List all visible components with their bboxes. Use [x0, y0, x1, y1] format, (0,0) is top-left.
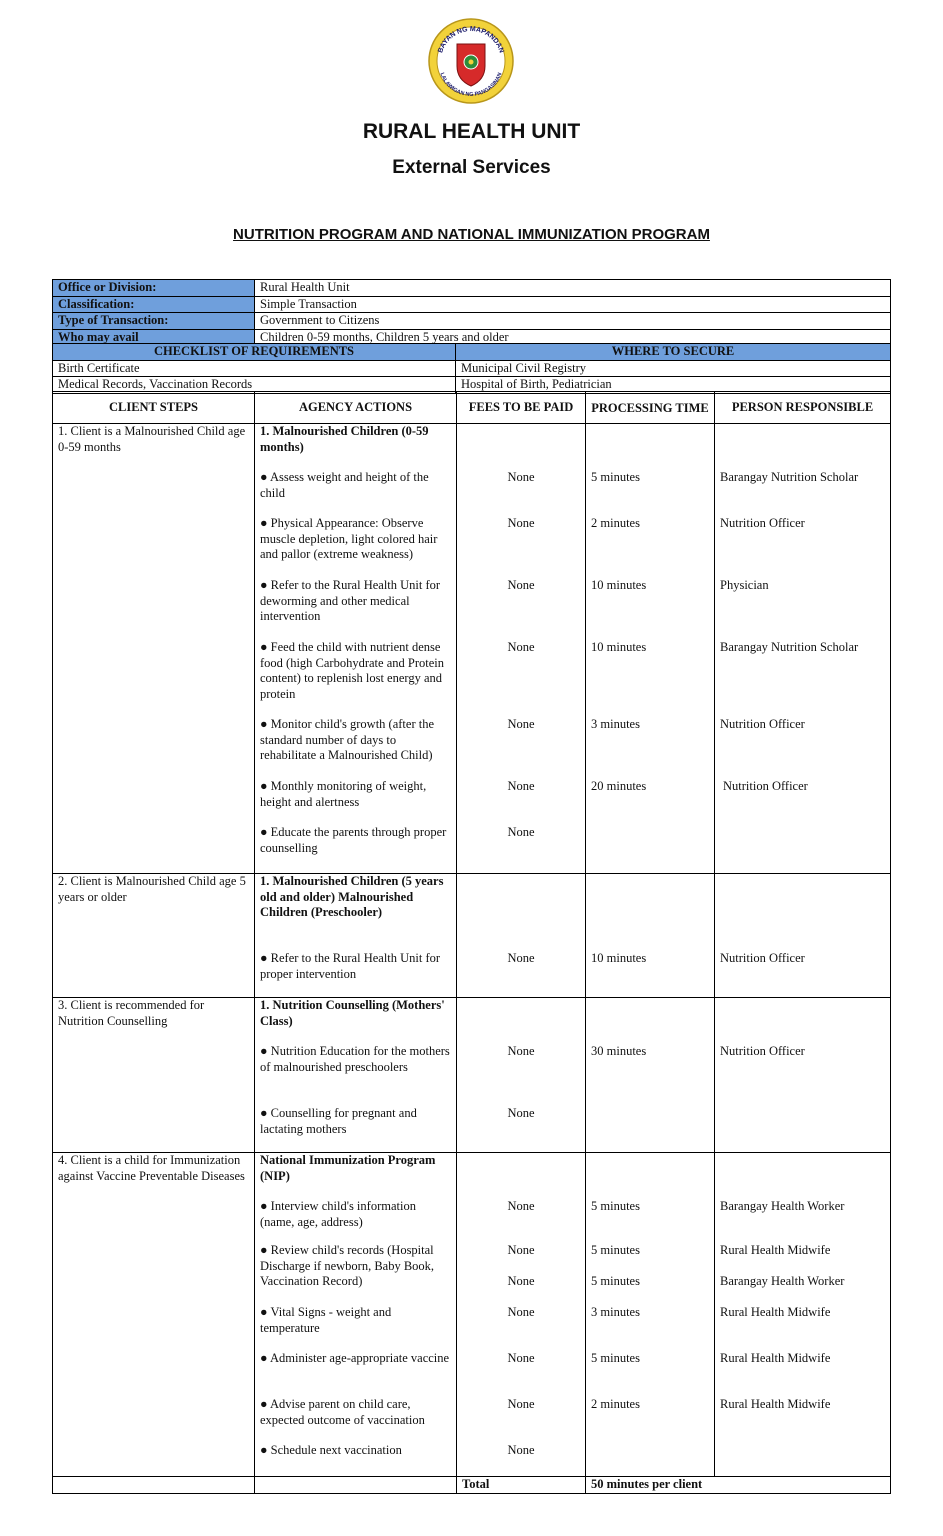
- action-item: ● Review child's records (Hospital Discharge if newborn, Baby Book, Vaccination Record): [260, 1243, 435, 1288]
- action-item: ● Refer to the Rural Health Unit for deworming and other medical intervention: [260, 578, 441, 623]
- action-item: ● Nutrition Education for the mothers of malnourished preschoolers: [260, 1044, 450, 1074]
- fee-value: None: [507, 470, 535, 484]
- person-value: Nutrition Officer: [720, 1044, 805, 1058]
- fee-value: None: [507, 640, 535, 654]
- action-item: ● Counselling for pregnant and lactating mothers: [260, 1106, 417, 1136]
- client-step: 1. Client is a Malnourished Child age 0-59 months: [53, 424, 255, 874]
- action-item: ● Interview child's information (name, age, address): [260, 1199, 416, 1229]
- agency-actions: [255, 1153, 457, 1477]
- action-item: ● Schedule next vaccination: [260, 1443, 402, 1457]
- steps-table: [52, 391, 891, 1494]
- seal-text-top: BAYAN NG MAPANDAN: [437, 25, 505, 54]
- agency-actions: [255, 874, 457, 998]
- header-agency-actions: AGENCY ACTIONS: [255, 392, 457, 424]
- time-value: 10 minutes: [591, 578, 647, 592]
- client-step: 4. Client is a child for Immunization against Vaccine Preventable Diseases: [53, 1153, 255, 1477]
- person-value: Nutrition Officer: [720, 951, 805, 965]
- person-value: Physician: [720, 578, 769, 592]
- total-empty-cell: [53, 1477, 255, 1494]
- requirement-item: Birth Certificate: [53, 360, 456, 377]
- action-item: ● Feed the child with nutrient dense food (high Carbohydrate and Protein content) to replenish lost energy and protein: [260, 640, 444, 701]
- person-value: Rural Health Midwife: [720, 1305, 831, 1319]
- person-value: Nutrition Officer: [723, 779, 808, 793]
- time-value: 5 minutes: [591, 1274, 640, 1288]
- time-value: 3 minutes: [591, 717, 640, 731]
- time-value: 2 minutes: [591, 1397, 640, 1411]
- requirement-row: [53, 360, 891, 377]
- person-cell: [715, 874, 891, 998]
- time-value: 30 minutes: [591, 1044, 647, 1058]
- fees-cell: [457, 998, 586, 1153]
- step-row: [53, 998, 891, 1153]
- action-item: ● Monthly monitoring of weight, height and alertness: [260, 779, 427, 809]
- fee-value: None: [507, 578, 535, 592]
- info-label: Classification:: [53, 296, 255, 313]
- header-processing-time: PROCESSING TIME: [586, 392, 715, 424]
- where-header: WHERE TO SECURE: [456, 344, 891, 361]
- fee-value: None: [507, 1243, 535, 1257]
- header-client-steps: CLIENT STEPS: [53, 392, 255, 424]
- info-value: Government to Citizens: [255, 313, 891, 330]
- header-person-responsible: PERSON RESPONSIBLE: [715, 392, 891, 424]
- person-cell: [715, 998, 891, 1153]
- time-cell: [586, 1153, 715, 1477]
- seal-text-bottom: LALAWIGAN NG PANGASINAN: [438, 71, 504, 99]
- action-item: ● Physical Appearance: Observe muscle depletion, light colored hair and pallor (extreme weakness): [260, 516, 438, 561]
- steps-header: [53, 392, 891, 424]
- action-title: 1. Malnourished Children (0-59 months): [260, 424, 429, 454]
- time-value: 10 minutes: [591, 951, 647, 965]
- fee-value: None: [507, 717, 535, 731]
- requirement-where: Municipal Civil Registry: [456, 360, 891, 377]
- requirements-table: [52, 343, 891, 394]
- info-label: Office or Division:: [53, 280, 255, 297]
- action-item: ● Refer to the Rural Health Unit for proper intervention: [260, 951, 441, 981]
- info-value: Simple Transaction: [255, 296, 891, 313]
- action-title: 1. Malnourished Children (5 years old and older) Malnourished Children (Preschooler): [260, 874, 444, 919]
- action-item: ● Advise parent on child care, expected outcome of vaccination: [260, 1397, 425, 1427]
- client-step: 3. Client is recommended for Nutrition Counselling: [53, 998, 255, 1153]
- info-label: Who may avail: [53, 329, 255, 346]
- action-item: ● Monitor child's growth (after the standard number of days to rehabilitate a Malnourished Child): [260, 717, 434, 762]
- person-value: Barangay Health Worker: [720, 1199, 845, 1213]
- page-title: RURAL HEALTH UNIT: [362, 120, 581, 143]
- info-row: [53, 313, 891, 330]
- time-cell: [586, 424, 715, 874]
- fee-value: None: [507, 1351, 535, 1365]
- header-fees: FEES TO BE PAID: [457, 392, 586, 424]
- program-title: NUTRITION PROGRAM AND NATIONAL IMMUNIZATION PROGRAM: [233, 226, 710, 243]
- person-cell: [715, 424, 891, 874]
- action-item: ● Assess weight and height of the child: [260, 470, 429, 500]
- municipal-seal: [428, 18, 514, 104]
- client-step: 2. Client is Malnourished Child age 5 years or older: [53, 874, 255, 998]
- fees-cell: [457, 424, 586, 874]
- checklist-header: CHECKLIST OF REQUIREMENTS: [53, 344, 456, 361]
- person-cell: [715, 1153, 891, 1477]
- fees-cell: [457, 874, 586, 998]
- info-label: Type of Transaction:: [53, 313, 255, 330]
- person-value: Barangay Nutrition Scholar: [720, 470, 859, 484]
- requirement-where: Hospital of Birth, Pediatrician: [456, 377, 891, 394]
- fee-value: None: [507, 1443, 535, 1457]
- fees-cell: [457, 1153, 586, 1477]
- info-row: [53, 280, 891, 297]
- step-row: [53, 1153, 891, 1477]
- total-value: 50 minutes per client: [586, 1477, 891, 1494]
- step-row: [53, 874, 891, 998]
- info-table: [52, 279, 891, 346]
- fee-value: None: [507, 825, 535, 839]
- agency-actions: [255, 998, 457, 1153]
- time-cell: [586, 874, 715, 998]
- total-row: [53, 1477, 891, 1494]
- person-value: Rural Health Midwife: [720, 1243, 831, 1257]
- person-value: Barangay Health Worker: [720, 1274, 845, 1288]
- action-item: ● Educate the parents through proper counselling: [260, 825, 447, 855]
- page-subtitle: External Services: [392, 157, 551, 178]
- action-item: ● Administer age-appropriate vaccine: [260, 1351, 450, 1365]
- time-value: 5 minutes: [591, 470, 640, 484]
- requirements-header: [53, 344, 891, 361]
- info-value: Rural Health Unit: [255, 280, 891, 297]
- time-value: 10 minutes: [591, 640, 647, 654]
- fee-value: None: [507, 1199, 535, 1213]
- time-value: 5 minutes: [591, 1199, 640, 1213]
- action-title: 1. Nutrition Counselling (Mothers' Class): [260, 998, 445, 1028]
- fee-value: None: [507, 1044, 535, 1058]
- fee-value: None: [507, 1274, 535, 1288]
- info-row: [53, 296, 891, 313]
- person-value: Rural Health Midwife: [720, 1351, 831, 1365]
- person-value: Nutrition Officer: [720, 717, 805, 731]
- person-value: Rural Health Midwife: [720, 1397, 831, 1411]
- person-value: Nutrition Officer: [720, 516, 805, 530]
- time-value: 3 minutes: [591, 1305, 640, 1319]
- fee-value: None: [507, 1305, 535, 1319]
- person-value: Barangay Nutrition Scholar: [720, 640, 859, 654]
- time-value: 5 minutes: [591, 1243, 640, 1257]
- time-cell: [586, 998, 715, 1153]
- action-title: National Immunization Program (NIP): [260, 1153, 436, 1183]
- fee-value: None: [507, 951, 535, 965]
- step-row: [53, 424, 891, 874]
- action-item: ● Vital Signs - weight and temperature: [260, 1305, 392, 1335]
- fee-value: None: [507, 1397, 535, 1411]
- agency-actions: [255, 424, 457, 874]
- requirement-item: Medical Records, Vaccination Records: [53, 377, 456, 394]
- time-value: 2 minutes: [591, 516, 640, 530]
- time-value: 5 minutes: [591, 1351, 640, 1365]
- total-label: Total: [457, 1477, 586, 1494]
- time-value: 20 minutes: [591, 779, 647, 793]
- fee-value: None: [507, 1106, 535, 1120]
- fee-value: None: [507, 516, 535, 530]
- info-value: Children 0-59 months, Children 5 years and older: [255, 329, 891, 346]
- total-empty-cell: [255, 1477, 457, 1494]
- fee-value: None: [507, 779, 535, 793]
